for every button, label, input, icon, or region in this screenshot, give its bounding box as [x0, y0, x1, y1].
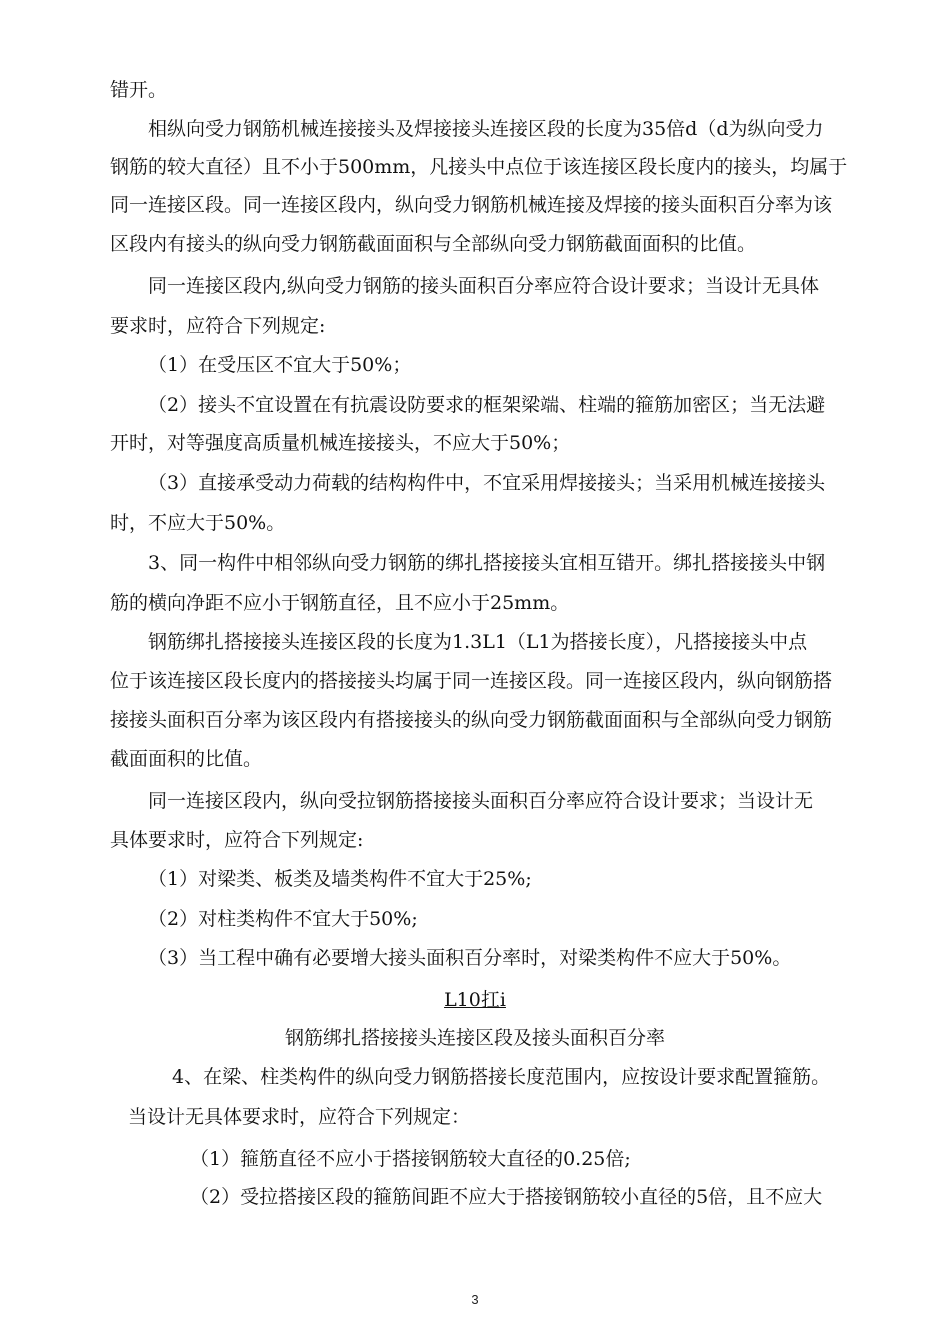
list-item: （1）对梁类、板类及墙类构件不宜大于25%; [148, 868, 532, 890]
text-line: 同一连接区段。同一连接区段内，纵向受力钢筋机械连接及焊接的接头面积百分率为该 [110, 194, 833, 216]
text-line: 钢筋的较大直径）且不小于500mm，凡接头中点位于该连接区段长度内的接头，均属于 [110, 156, 848, 178]
list-item: （3）直接承受动力荷载的结构构件中，不宜采用焊接接头；当采用机械连接接头 [148, 472, 826, 494]
text-line: 截面面积的比值。 [110, 748, 263, 770]
list-item: （3）当工程中确有必要增大接头面积百分率时，对梁类构件不应大于50%。 [148, 947, 792, 969]
text-line: 3、同一构件中相邻纵向受力钢筋的绑扎搭接接头宜相互错开。绑扎搭接接头中钢 [148, 552, 826, 574]
text-line: 错开。 [110, 79, 168, 101]
text-line: 开时，对等强度高质量机械连接接头，不应大于50%； [110, 432, 571, 454]
figure-caption: 钢筋绑扎搭接接头连接区段及接头面积百分率 [284, 1027, 665, 1049]
list-item: （1）在受压区不宜大于50%； [148, 354, 412, 376]
text-line: 钢筋绑扎搭接接头连接区段的长度为1.3L1（L1为搭接长度），凡搭接接头中点 [148, 631, 808, 653]
text-line: 具体要求时，应符合下列规定: [110, 829, 364, 851]
list-item: （2）对柱类构件不宜大于50%; [148, 908, 418, 930]
text-line: 同一连接区段内,纵向受力钢筋的接头面积百分率应符合设计要求；当设计无具体 [148, 275, 820, 297]
text-line: 区段内有接头的纵向受力钢筋截面面积与全部纵向受力钢筋截面面积的比值。 [110, 233, 757, 255]
text-line: 接接头面积百分率为该区段内有搭接接头的纵向受力钢筋截面面积与全部纵向受力钢筋 [110, 709, 833, 731]
figure-label: L10扛i [444, 989, 506, 1011]
text-line: 4、在梁、柱类构件的纵向受力钢筋搭接长度范围内，应按设计要求配置箍筋。 [172, 1066, 831, 1088]
list-item: （2）接头不宜设置在有抗震设防要求的框架梁端、柱端的箍筋加密区；当无法避 [148, 394, 826, 416]
page-number: 3 [471, 1292, 479, 1307]
list-item: （2）受拉搭接区段的箍筋间距不应大于搭接钢筋较小直径的5倍，且不应大 [190, 1186, 823, 1208]
text-line: 时，不应大于50%。 [110, 512, 286, 534]
text-line: 位于该连接区段长度内的搭接接头均属于同一连接区段。同一连接区段内，纵向钢筋搭 [110, 670, 833, 692]
text-line: 同一连接区段内，纵向受拉钢筋搭接接头面积百分率应符合设计要求；当设计无 [148, 790, 814, 812]
text-line: 当设计无具体要求时，应符合下列规定： [128, 1106, 471, 1128]
text-line: 要求时，应符合下列规定: [110, 315, 326, 337]
text-line: 相纵向受力钢筋机械连接接头及焊接接头连接区段的长度为35倍d（d为纵向受力 [148, 118, 824, 140]
list-item: （1）箍筋直径不应小于搭接钢筋较大直径的0.25倍; [190, 1148, 631, 1170]
text-line: 筋的横向净距不应小于钢筋直径，且不应小于25mm。 [110, 592, 570, 614]
